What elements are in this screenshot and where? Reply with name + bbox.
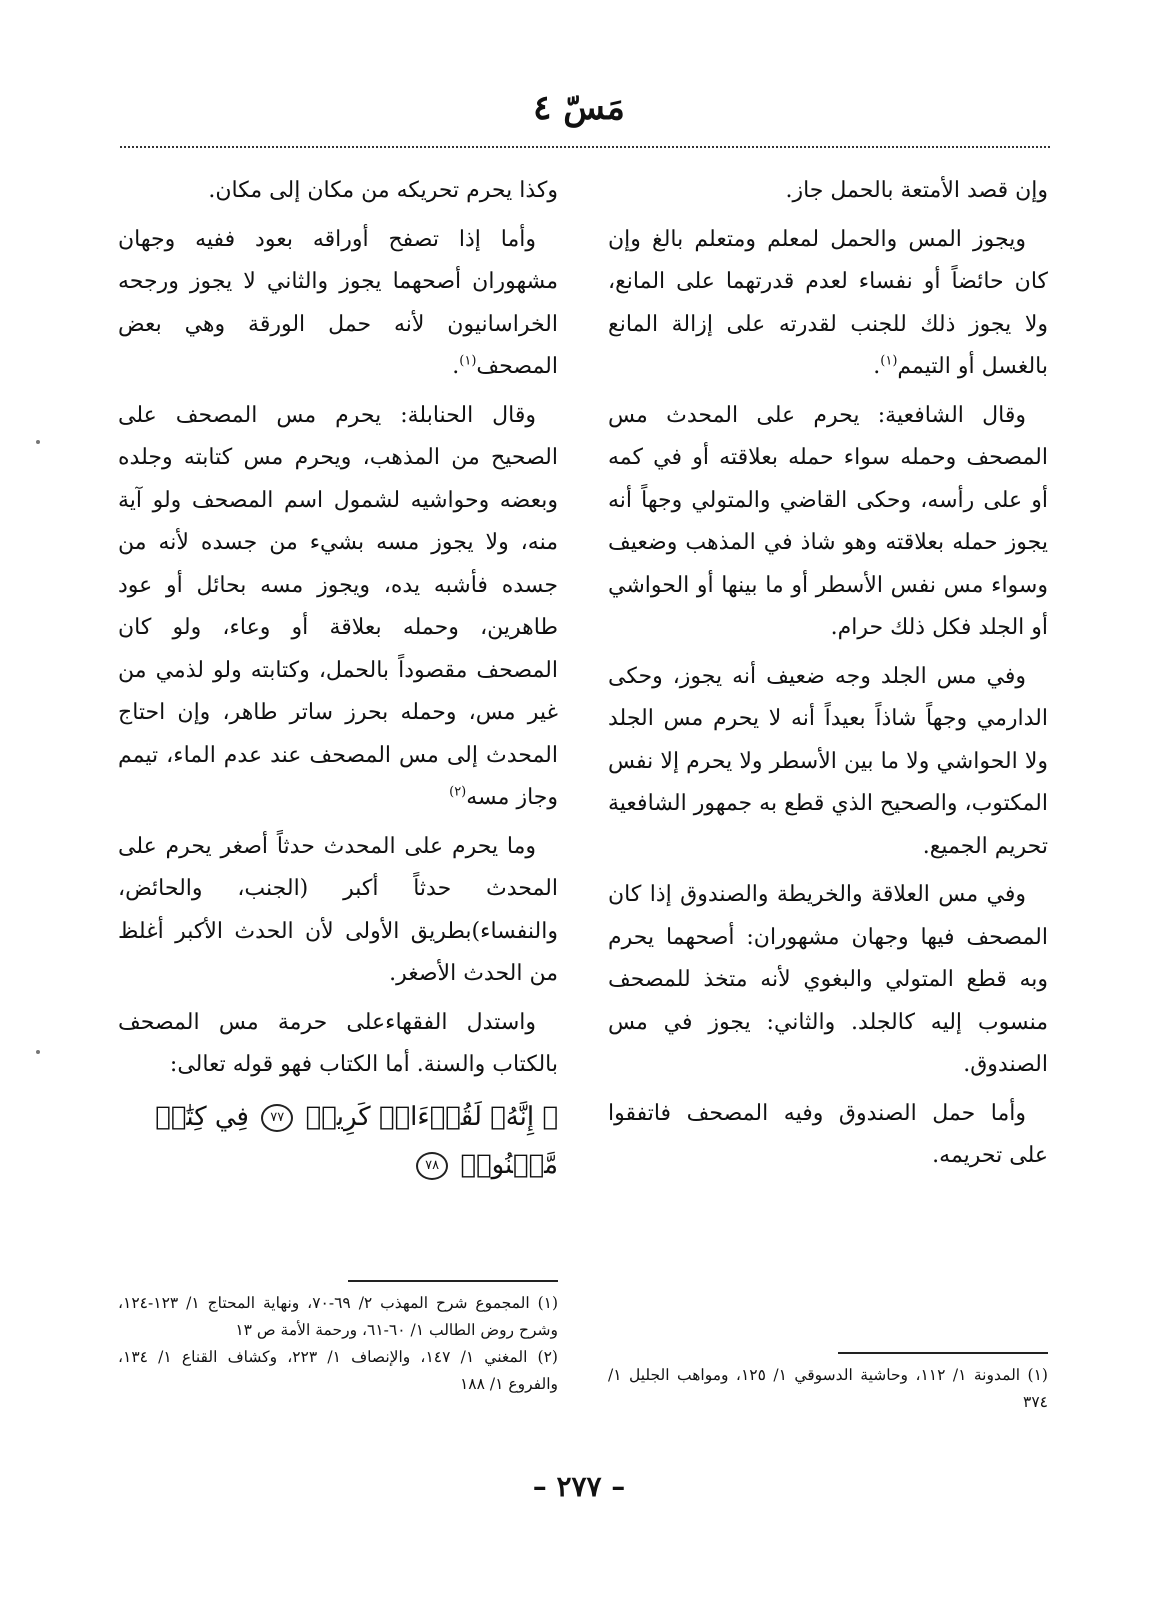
quran-text: ﴿ إِنَّهُۥ لَقُرۡءَانٞ كَرِيمٞ xyxy=(305,1101,558,1132)
footnotes-right xyxy=(608,1352,1048,1416)
scan-speck xyxy=(36,1050,40,1054)
ayah-number-marker: ٧٧ xyxy=(261,1104,293,1132)
page-header-title: مَسّ ٤ xyxy=(533,88,625,128)
paragraph: وفي مس العلاقة والخريطة والصندوق إذا كان المصحف فيها وجهان مشهوران: أصحهما يحرم وبه قطع المتولي والبغوي لأنه متخذ للمصحف منسوب إليه كالجلد. والثاني: يجوز في مس الصندوق. xyxy=(608,882,1048,1077)
scan-speck xyxy=(36,440,40,444)
footnote: (١) المدونة ١/ ١١٢، وحاشية الدسوقي ١/ ١٢٥، ومواهب الجليل ١/ ٣٧٤ xyxy=(608,1366,1048,1411)
footnotes-left xyxy=(118,1280,558,1398)
paragraph: وأما حمل الصندوق وفيه المصحف فاتفقوا على تحريمه. xyxy=(608,1100,1048,1168)
paragraph: ويجوز المس والحمل لمعلم ومتعلم بالغ وإن كان حائضاً أو نفساء لعدم قدرتهما على المانع، ولا يجوز ذلك للجنب لقدرته على إزالة المانع بالغسل أو التيمم$^{(١)}$. xyxy=(608,226,1048,379)
paragraph: وفي مس الجلد وجه ضعيف أنه يجوز، وحكى الدارمي وجهاً شاذاً بعيداً أنه لا يحرم مس الجلد ولا الحواشي ولا ما بين الأسطر ولا يحرم إلا نفس المكتوب، والصحيح الذي قطع به جمهور الشافعية تحريم الجميع. xyxy=(608,663,1048,859)
paragraph-text: وقال الحنابلة: يحرم مس المصحف على الصحيح من المذهب، ويحرم مس كتابته وجلده وبعضه وحواشيه لشمول اسم المصحف ولو آية منه، ولا يجوز مسه بشيء من جسده لأنه من جسده فأشبه يده، ويجوز مسه بحائل أو عود طاهرين، وحمله بعلاقة أو وعاء، ولو كان المصحف مقصوداً بالحمل، وكتابته ولو لذمي من غير مس، وحمله بحرز ساتر طاهر، وإن احتاج المحدث إلى مس المصحف عند عدم الماء، تيمم وجاز مسه xyxy=(118,402,558,810)
footnote-divider xyxy=(838,1352,1048,1354)
ayah-number-marker: ٧٨ xyxy=(416,1152,448,1180)
footnote: (١) المجموع شرح المهذب ٢/ ٦٩-٧٠، ونهاية المحتاج ١/ ١٢٣-١٢٤، وشرح روض الطالب ١/ ٦٠-٦١، ورحمة الأمة ص ١٣ xyxy=(118,1294,559,1339)
paragraph: وإن قصد الأمتعة بالحمل جاز. xyxy=(785,178,1048,203)
footnote-ref: (١) xyxy=(459,353,477,369)
left-text-column xyxy=(118,170,558,1189)
paragraph: وكذا يحرم تحريكه من مكان إلى مكان. xyxy=(208,178,558,203)
paragraph: واستدل الفقهاءعلى حرمة مس المصحف بالكتاب والسنة. أما الكتاب فهو قوله تعالى: xyxy=(118,1009,558,1077)
quran-verse xyxy=(118,1093,558,1189)
right-text-column xyxy=(608,170,1048,1184)
paragraph-text: ويجوز المس والحمل لمعلم ومتعلم بالغ وإن كان حائضاً أو نفساء لعدم قدرتهما على المانع، ولا يجوز ذلك للجنب لقدرته على إزالة المانع بالغسل أو التيمم xyxy=(608,226,1048,379)
paragraph: وما يحرم على المحدث حدثاً أصغر يحرم على المحدث حدثاً أكبر (الجنب، والحائض، والنفساء)بطريق الأولى لأن الحدث الأكبر أغلظ من الحدث الأصغر. xyxy=(118,833,558,986)
header-dotted-divider xyxy=(120,146,1050,148)
footnote-ref: (١) xyxy=(880,353,898,369)
paragraph: وقال الشافعية: يحرم على المحدث مس المصحف وحمله سواء حمله بعلاقته أو في كمه أو على رأسه، وحكى القاضي والمتولي وجهاً أنه يجوز حمله بعلاقته وهو شاذ في المذهب وضعيف وسواء مس نفس الأسطر أو ما بينها أو الحواشي أو الجلد فكل ذلك حرام. xyxy=(608,402,1048,640)
footnote-ref: (٢) xyxy=(449,784,467,800)
page-number: – ٢٧٧ – xyxy=(532,1470,626,1503)
footnote: (٢) المغني ١/ ١٤٧، والإنصاف ١/ ٢٢٣، وكشاف القناع ١/ ١٣٤، والفروع ١/ ١٨٨ xyxy=(118,1348,558,1393)
footnote-divider xyxy=(348,1280,558,1282)
quran-text: فِي كِتَٰبٖ مَّكۡنُونٖ xyxy=(155,1101,558,1180)
paragraph: وأما إذا تصفح أوراقه بعود ففيه وجهان مشهوران أصحهما يجوز والثاني لا يجوز ورجحه الخراسانيون لأنه حمل الورقة وهي بعض المصحف$^{(١)}$. xyxy=(118,226,558,379)
paragraph xyxy=(118,395,558,820)
paragraph-text: وأما إذا تصفح أوراقه بعود ففيه وجهان مشهوران أصحهما يجوز والثاني لا يجوز ورجحه الخراسانيون لأنه حمل الورقة وهي بعض المصحف xyxy=(118,226,558,379)
